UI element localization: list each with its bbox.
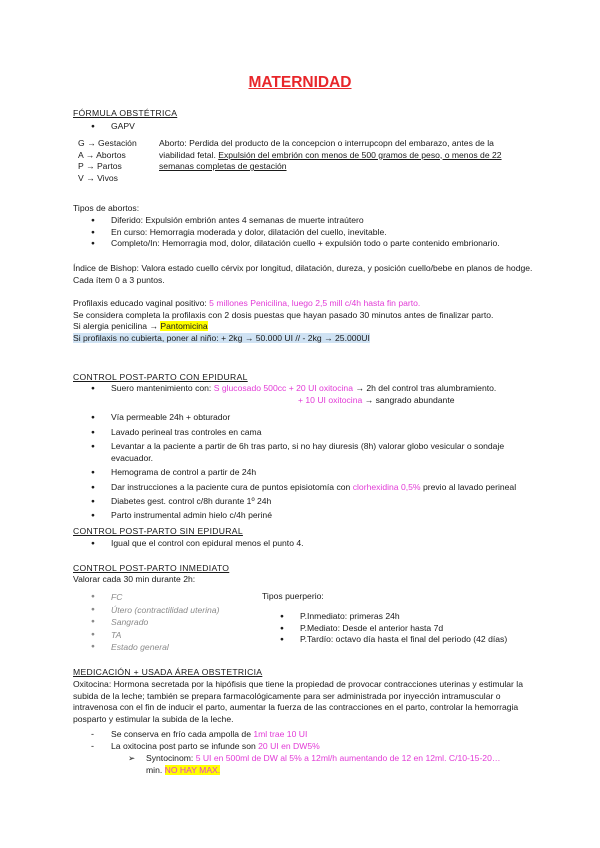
instr-text: Dar instrucciones a la paciente cura de puntos episiotomía con	[111, 481, 353, 492]
oxitocina-paragraph: Oxitocina: Hormona secretada por la hipófisis que tiene la propiedad de provocar contracciones uterinas y estimular la subida de la leche; también se prepara farmacológicamente para ser administrada por inyección intramuscular o intravenosa con el fin de inducir el parto, aumentar la fuerza de las contracciones en el parto, controlar la hemorragia posparto y estimular la subida de la leche.	[73, 679, 523, 724]
epidural-list	[91, 383, 531, 521]
list-item: ● P.Inmediato: primeras 24h	[280, 611, 550, 623]
epidural-heading: CONTROL POST-PARTO CON EPIDURAL	[73, 372, 248, 382]
list-item: ● Completo/In: Hemorragia mod, dolor, dilatación cuello + expulsión todo o parte contenido embrionario.	[91, 238, 531, 250]
list-item	[91, 482, 531, 494]
aborto-def-underlined: Expulsión del embrión con menos de 500 gramos de peso, o menos de 22 semanas completas de gestación	[159, 149, 502, 171]
formula-heading: FÓRMULA OBSTÉTRICA	[73, 108, 178, 118]
list-item: ● Diferido: Expulsión embrión antes 4 semanas de muerte intraútero	[91, 215, 531, 227]
list-item: ● P.Tardío: octavo día hasta el final del periodo (42 días)	[280, 634, 550, 646]
list-item: ● GAPV	[91, 121, 135, 133]
formula-row: G → Gestación	[78, 138, 137, 148]
formula-row: A → Abortos	[78, 149, 126, 160]
list-item: ● Lavado perineal tras controles en cama	[91, 427, 531, 439]
clorhexidina: clorhexidina 0,5%	[352, 481, 421, 492]
list-item: ● Levantar a la paciente a partir de 6h tras parto, si no hay diuresis (8h) valorar globo vesicular o sondaje evacuador.	[91, 441, 531, 464]
suero-label: Suero mantenimiento con:	[111, 383, 214, 393]
list-item	[91, 383, 531, 395]
sin-epidural-list	[91, 538, 531, 550]
list-item-continuation	[91, 395, 531, 407]
profilaxis-line	[73, 321, 543, 333]
abortos-list	[91, 215, 531, 250]
profilaxis-line	[73, 298, 543, 310]
list-item: ● Igual que el control con epidural menos el punto 4.	[91, 538, 531, 550]
suero2-dose: + 10 UI oxitocina	[298, 394, 363, 405]
inmediato-intro: Valorar cada 30 min durante 2h:	[73, 574, 196, 584]
syntocinom-min: min.	[146, 764, 165, 775]
profilaxis-line: Se considera completa la profilaxis con 2 dosis puestas que hayan pasado 30 minutos antes de finalizar parto.	[73, 309, 494, 320]
list-item: ● Estado general	[91, 641, 261, 654]
instr-text-end: previo al lavado perineal	[420, 481, 517, 492]
conserva-text: Se conserva en frío cada ampolla de	[111, 729, 254, 739]
syntocinom-label: Syntocinom:	[146, 753, 196, 763]
infunde-dose: 20 UI en DW5%	[258, 740, 320, 751]
list-item	[91, 741, 541, 753]
list-item: ● P.Mediato: Desde el anterior hasta 7d	[280, 623, 550, 635]
syntocinom-item	[128, 753, 548, 776]
list-item: ● Hemograma de control a partir de 24h	[91, 467, 531, 479]
puerperio-list	[280, 611, 550, 646]
syntocinom-dose: 5 UI en 500ml de DW al 5% a 12ml/h aumentando de 12 en 12ml. C/10-15-20…	[195, 753, 501, 763]
profilaxis-nino: Si profilaxis no cubierta, poner al niño: + 2kg → 50.000 UI // - 2kg → 25.000UI	[73, 332, 370, 343]
inmediato-list	[91, 591, 261, 654]
inmediato-heading: CONTROL POST-PARTO INMEDIATO	[73, 563, 230, 573]
puerperio-title: Tipos puerperio:	[262, 591, 324, 601]
suero-dose: S glucosado 500cc + 20 UI oxitocina	[213, 383, 353, 393]
list-item: ● Parto instrumental admin hielo c/4h periné	[91, 510, 531, 522]
list-item: ● TA	[91, 629, 261, 642]
formula-row: V → Vivos	[78, 172, 118, 183]
list-item	[91, 729, 541, 741]
list-item: ● En curso: Hemorragia moderada y dolor, dilatación del cuello, inevitable.	[91, 227, 531, 239]
oxitocina-list	[91, 729, 541, 752]
alergia-label: Si alergia penicilina →	[73, 321, 161, 331]
formula-list	[91, 121, 135, 133]
bishop-paragraph: Índice de Bishop: Valora estado cuello cérvix por longitud, dilatación, dureza, y posición cuello/bebe en planos de hodge. Cada ítem 0 a 3 puntos.	[73, 263, 533, 285]
page-title: MATERNIDAD	[248, 74, 352, 91]
no-max-highlight: NO HAY MAX.	[164, 764, 221, 775]
ampolla-dose: 1ml trae 10 UI	[253, 729, 308, 739]
suero2-note: → sangrado abundante	[362, 394, 455, 405]
formula-row: P → Partos	[78, 161, 122, 171]
pantomicina-highlight: Pantomicina	[160, 321, 208, 331]
arrow-bullet-icon: ➢	[128, 753, 136, 763]
abortos-intro: Tipos de abortos:	[73, 203, 140, 213]
formula-rows	[78, 138, 137, 184]
profilaxis-dose: 5 millones Penicilina, luego 2,5 mill c/4h hasta fin parto.	[209, 298, 421, 308]
list-item: ● Útero (contractilidad uterina)	[91, 604, 261, 617]
profilaxis-label: Profilaxis educado vaginal positivo:	[73, 298, 210, 308]
list-item: ● Diabetes gest. control c/8h durante 1º 24h	[91, 496, 531, 508]
infunde-text: La oxitocina post parto se infunde son	[111, 740, 259, 751]
medicacion-heading: MEDICACIÓN + USADA ÁREA OBSTETRICIA	[73, 667, 263, 677]
list-item: ● Sangrado	[91, 616, 261, 629]
sin-epidural-heading: CONTROL POST-PARTO SIN EPIDURAL	[73, 526, 243, 536]
list-item: ● Vía permeable 24h + obturador	[91, 412, 531, 424]
aborto-definition	[159, 138, 531, 173]
profilaxis-block	[73, 298, 543, 344]
aborto-def-text: Aborto: Perdida del producto de la concepcion o interrupcopn del embarazo, antes de la viabilidad fetal.	[159, 138, 494, 160]
suero-note: → 2h del control tras alumbramiento.	[352, 383, 497, 393]
list-item: ● FC	[91, 591, 261, 604]
